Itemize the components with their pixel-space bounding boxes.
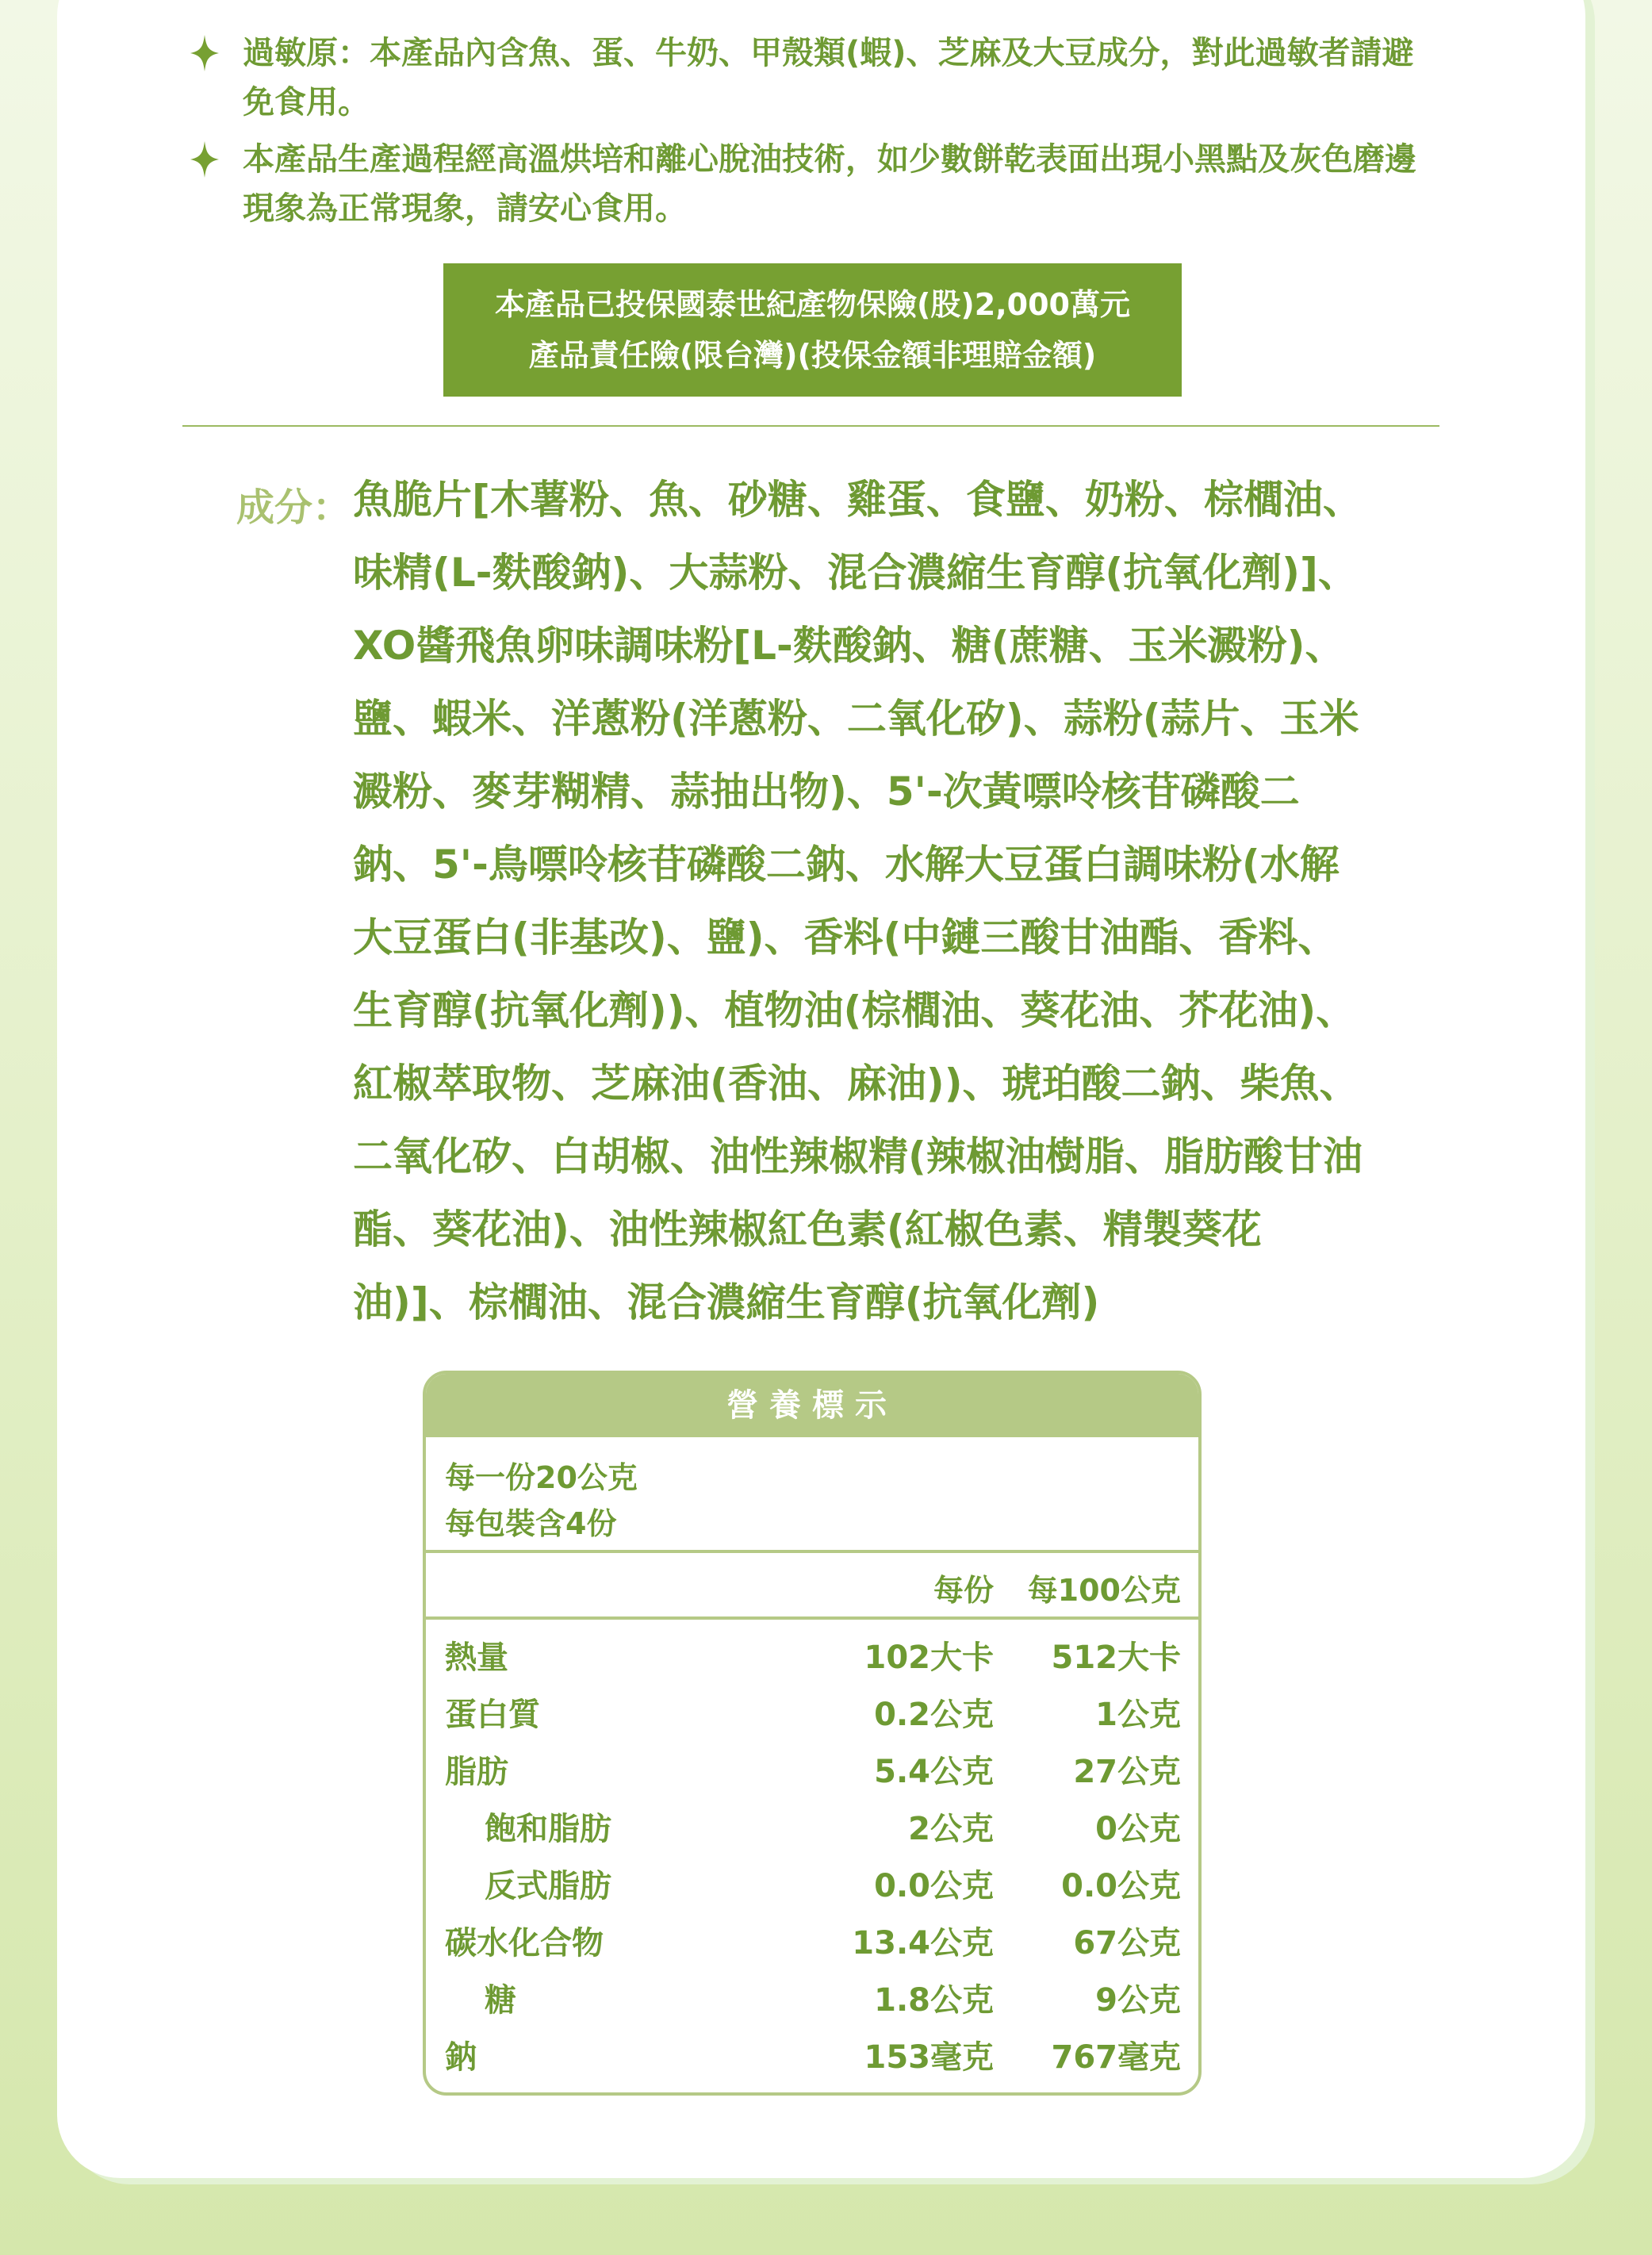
column-per-100g: 每100公克 [1027,1573,1181,1608]
allergen-note-text: 過敏原：本產品內含魚、蛋、牛奶、甲殼類(蝦)、芝麻及大豆成分，對此過敏者請避免食用。 [243,35,1414,121]
table-row [426,1686,1198,1743]
star-icon [187,135,222,184]
per-serving-value: 0.2公克 [874,1697,994,1733]
nutrient-name: 糖 [485,1982,516,2019]
per-100g-value: 1公克 [1095,1697,1181,1733]
nutrient-name: 反式脂肪 [485,1868,611,1904]
nutrient-name: 熱量 [445,1639,508,1676]
process-note-text: 本產品生產過程經高溫烘培和離心脫油技術，如少數餅乾表面出現小黑點及灰色磨邊現象為正常現象，請安心食用。 [243,141,1416,227]
star-icon [187,29,222,78]
per-serving-value: 2公克 [908,1811,994,1847]
ingredients-label: 成分： [236,485,351,530]
nutrient-name: 飽和脂肪 [485,1811,611,1847]
table-row [426,1915,1198,1972]
allergen-note [192,29,1437,127]
servings-per-pack: 每包裝含4份 [445,1506,617,1541]
section-divider [182,425,1439,427]
table-row [426,1972,1198,2029]
per-100g-value: 9公克 [1095,1982,1181,2019]
per-100g-value: 27公克 [1073,1754,1181,1790]
per-serving-value: 13.4公克 [852,1925,994,1962]
serving-size: 每一份20公克 [445,1460,638,1495]
nutrient-name: 蛋白質 [445,1697,540,1733]
per-serving-value: 1.8公克 [874,1982,994,2019]
insurance-line-2: 產品責任險(限台灣)(投保金額非理賠金額) [528,338,1097,373]
nutrient-name: 脂肪 [445,1754,508,1790]
per-100g-value: 67公克 [1073,1925,1181,1962]
table-row [426,1743,1198,1801]
per-100g-value: 512大卡 [1051,1639,1181,1676]
nutrient-name: 碳水化合物 [445,1925,604,1962]
ingredients-text: 魚脆片[木薯粉、魚、砂糖、雞蛋、食鹽、奶粉、棕櫚油、味精(L-麩酸鈉)、大蒜粉、混合濃縮生育醇(抗氧化劑)]、XO醬飛魚卵味調味粉[L-麩酸鈉、糖(蔗糖、玉米澱粉)、鹽、蝦米、洋蔥粉(洋蔥粉、二氧化矽)、蒜粉(蒜片、玉米澱粉、麥芽糊精、蒜抽出物)、5'-次黃嘌呤核苷磷酸二鈉、5'-鳥嘌呤核苷磷酸二鈉、水解大豆蛋白調味粉(水解大豆蛋白(非基改)、鹽)、香料(中鏈三酸甘油酯、香料、生育醇(抗氧化劑))、植物油(棕櫚油、葵花油、芥花油)、紅椒萃取物、芝麻油(香油、麻油))、琥珀酸二鈉、柴魚、二氧化矽、白胡椒、油性辣椒精(辣椒油樹脂、脂肪酸甘油酯、葵花油)、油性辣椒紅色素(紅椒色素、精製葵花油)]、棕櫚油、混合濃縮生育醇(抗氧化劑) [353,477,1363,1325]
nutrition-column-header [426,1553,1198,1620]
per-serving-value: 153毫克 [864,2039,994,2076]
insurance-line-1: 本產品已投保國泰世紀產物保險(股)2,000萬元 [495,287,1130,322]
table-row [426,2029,1198,2086]
table-row [426,1629,1198,1686]
nutrition-rows [426,1620,1198,2086]
serving-info [426,1437,1198,1553]
per-serving-value: 102大卡 [864,1639,994,1676]
table-row [426,1858,1198,1915]
nutrition-title: 營養標示 [426,1374,1198,1437]
nutrient-name: 鈉 [445,2039,477,2076]
per-100g-value: 0.0公克 [1061,1868,1181,1904]
table-row [426,1801,1198,1858]
per-100g-value: 767毫克 [1051,2039,1181,2076]
per-serving-value: 0.0公克 [874,1868,994,1904]
column-per-serving: 每份 [933,1573,994,1608]
per-serving-value: 5.4公克 [874,1754,994,1790]
insurance-banner [443,263,1182,397]
nutrition-facts-table [423,1371,1202,2096]
process-note [192,135,1437,233]
per-100g-value: 0公克 [1095,1811,1181,1847]
